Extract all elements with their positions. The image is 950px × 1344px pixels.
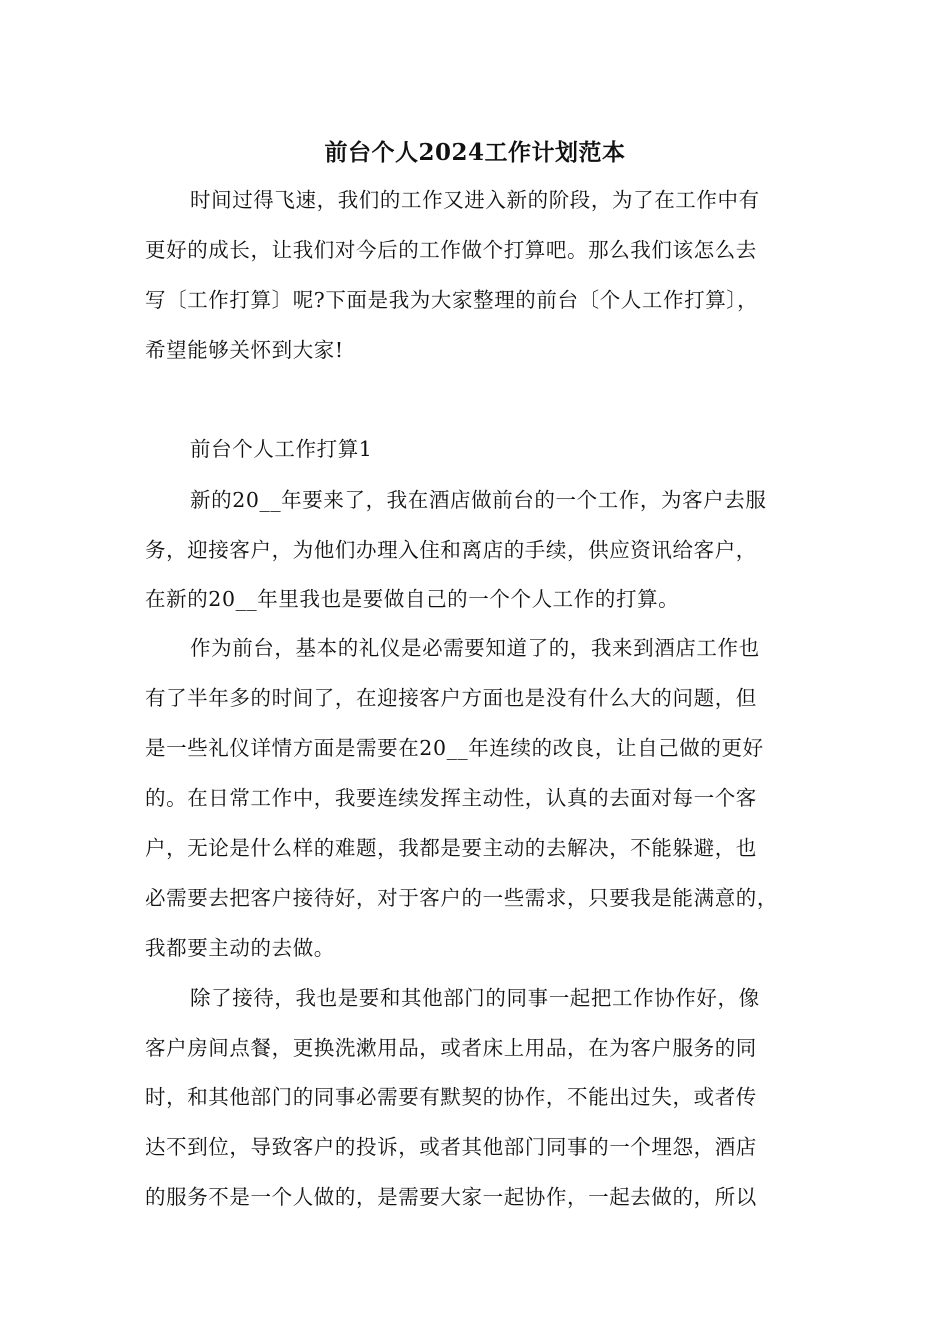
paragraph-line: 希望能够关怀到大家! (145, 338, 344, 362)
paragraph-line: 新的20__年要来了，我在酒店做前台的一个工作，为客户去服 (190, 488, 767, 512)
paragraph-line: 客户房间点餐，更换洗漱用品，或者床上用品，在为客户服务的同 (145, 1036, 757, 1060)
paragraph-line: 我都要主动的去做。 (145, 936, 335, 960)
paragraph-line: 写〔工作打算〕呢?下面是我为大家整理的前台〔个人工作打算〕， (145, 288, 759, 312)
section-heading: 前台个人工作打算1 (190, 437, 373, 461)
paragraph-line: 在新的20__年里我也是要做自己的一个个人工作的打算。 (145, 587, 680, 611)
paragraph-line: 作为前台，基本的礼仪是必需要知道了的，我来到酒店工作也 (190, 636, 760, 660)
paragraph-line: 除了接待，我也是要和其他部门的同事一起把工作协作好，像 (190, 986, 760, 1010)
paragraph-line: 时，和其他部门的同事必需要有默契的协作，不能出过失，或者传 (145, 1085, 757, 1109)
document-title: 前台个人2024工作计划范本 (324, 139, 626, 166)
paragraph-line: 的服务不是一个人做的，是需要大家一起协作，一起去做的，所以 (145, 1185, 757, 1209)
paragraph-line: 必需要去把客户接待好，对于客户的一些需求，只要我是能满意的， (145, 886, 778, 910)
paragraph-line: 户，无论是什么样的难题，我都是要主动的去解决，不能躲避，也 (145, 836, 757, 860)
paragraph-line: 是一些礼仪详情方面是需要在20__年连续的改良，让自己做的更好 (145, 736, 764, 760)
paragraph-line: 更好的成长，让我们对今后的工作做个打算吧。那么我们该怎么去 (145, 238, 757, 262)
paragraph-line: 时间过得飞速，我们的工作又进入新的阶段，为了在工作中有 (190, 188, 760, 212)
paragraph-line: 有了半年多的时间了，在迎接客户方面也是没有什么大的问题，但 (145, 686, 757, 710)
paragraph-line: 的。在日常工作中，我要连续发挥主动性，认真的去面对每一个客 (145, 786, 757, 810)
paragraph-line: 务，迎接客户，为他们办理入住和离店的手续，供应资讯给客户， (145, 538, 757, 562)
paragraph-line: 达不到位，导致客户的投诉，或者其他部门同事的一个埋怨，酒店 (145, 1135, 757, 1159)
